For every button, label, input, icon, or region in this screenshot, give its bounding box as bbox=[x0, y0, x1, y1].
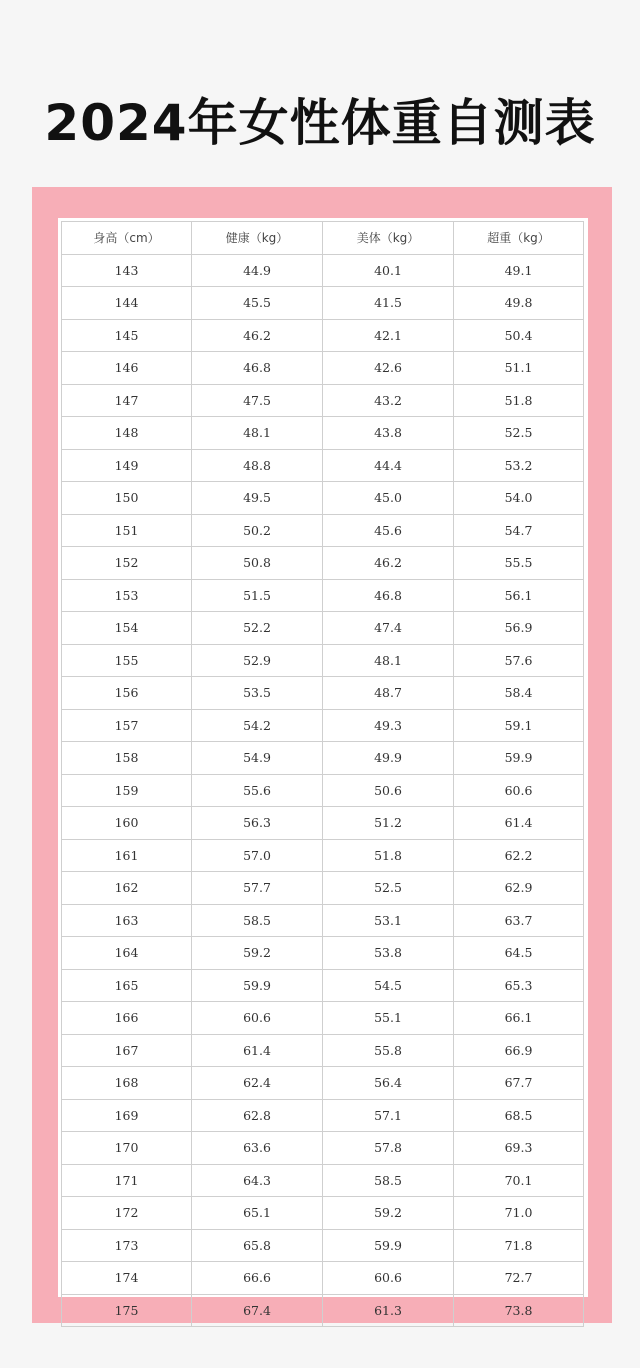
cell-overweight: 61.4 bbox=[454, 807, 584, 840]
cell-slim: 46.8 bbox=[323, 579, 454, 612]
cell-healthy: 55.6 bbox=[192, 774, 323, 807]
cell-healthy: 62.8 bbox=[192, 1099, 323, 1132]
table-row bbox=[62, 612, 584, 645]
cell-height: 175 bbox=[62, 1294, 192, 1327]
cell-slim: 42.6 bbox=[323, 352, 454, 385]
cell-overweight: 58.4 bbox=[454, 677, 584, 710]
cell-slim: 54.5 bbox=[323, 969, 454, 1002]
cell-overweight: 68.5 bbox=[454, 1099, 584, 1132]
cell-height: 150 bbox=[62, 482, 192, 515]
table-row bbox=[62, 254, 584, 287]
cell-slim: 53.1 bbox=[323, 904, 454, 937]
cell-height: 160 bbox=[62, 807, 192, 840]
cell-height: 148 bbox=[62, 417, 192, 450]
cell-healthy: 56.3 bbox=[192, 807, 323, 840]
cell-height: 143 bbox=[62, 254, 192, 287]
cell-overweight: 71.0 bbox=[454, 1197, 584, 1230]
cell-height: 172 bbox=[62, 1197, 192, 1230]
cell-slim: 55.1 bbox=[323, 1002, 454, 1035]
table-row bbox=[62, 1099, 584, 1132]
cell-height: 165 bbox=[62, 969, 192, 1002]
cell-height: 170 bbox=[62, 1132, 192, 1165]
table-sheet bbox=[58, 218, 588, 1318]
cell-overweight: 56.9 bbox=[454, 612, 584, 645]
cell-overweight: 67.7 bbox=[454, 1067, 584, 1100]
cell-height: 156 bbox=[62, 677, 192, 710]
cell-slim: 49.3 bbox=[323, 709, 454, 742]
cell-healthy: 54.2 bbox=[192, 709, 323, 742]
cell-slim: 45.6 bbox=[323, 514, 454, 547]
cell-healthy: 60.6 bbox=[192, 1002, 323, 1035]
header-overweight: 超重（kg） bbox=[454, 222, 584, 255]
cell-healthy: 67.4 bbox=[192, 1294, 323, 1327]
cell-healthy: 47.5 bbox=[192, 384, 323, 417]
table-row bbox=[62, 1002, 584, 1035]
cell-height: 152 bbox=[62, 547, 192, 580]
cell-overweight: 56.1 bbox=[454, 579, 584, 612]
header-slim: 美体（kg） bbox=[323, 222, 454, 255]
cell-overweight: 60.6 bbox=[454, 774, 584, 807]
cell-healthy: 50.8 bbox=[192, 547, 323, 580]
cell-height: 145 bbox=[62, 319, 192, 352]
table-row bbox=[62, 547, 584, 580]
weight-table bbox=[61, 221, 584, 1327]
table-row bbox=[62, 1229, 584, 1262]
cell-overweight: 51.8 bbox=[454, 384, 584, 417]
header-height: 身高（cm） bbox=[62, 222, 192, 255]
cell-slim: 41.5 bbox=[323, 287, 454, 320]
cell-overweight: 50.4 bbox=[454, 319, 584, 352]
cell-height: 163 bbox=[62, 904, 192, 937]
table-row bbox=[62, 774, 584, 807]
cell-healthy: 54.9 bbox=[192, 742, 323, 775]
cell-healthy: 59.2 bbox=[192, 937, 323, 970]
table-body bbox=[62, 254, 584, 1327]
table-row bbox=[62, 1262, 584, 1295]
cell-slim: 49.9 bbox=[323, 742, 454, 775]
cell-overweight: 62.9 bbox=[454, 872, 584, 905]
cell-slim: 48.7 bbox=[323, 677, 454, 710]
cell-overweight: 69.3 bbox=[454, 1132, 584, 1165]
cell-overweight: 59.9 bbox=[454, 742, 584, 775]
table-row bbox=[62, 449, 584, 482]
cell-slim: 50.6 bbox=[323, 774, 454, 807]
cell-overweight: 53.2 bbox=[454, 449, 584, 482]
cell-healthy: 66.6 bbox=[192, 1262, 323, 1295]
cell-healthy: 57.7 bbox=[192, 872, 323, 905]
cell-slim: 51.8 bbox=[323, 839, 454, 872]
table-row bbox=[62, 807, 584, 840]
cell-overweight: 55.5 bbox=[454, 547, 584, 580]
cell-overweight: 66.9 bbox=[454, 1034, 584, 1067]
cell-height: 149 bbox=[62, 449, 192, 482]
cell-slim: 57.1 bbox=[323, 1099, 454, 1132]
cell-healthy: 46.2 bbox=[192, 319, 323, 352]
cell-healthy: 48.1 bbox=[192, 417, 323, 450]
cell-healthy: 52.2 bbox=[192, 612, 323, 645]
table-row bbox=[62, 904, 584, 937]
cell-healthy: 63.6 bbox=[192, 1132, 323, 1165]
cell-height: 153 bbox=[62, 579, 192, 612]
cell-slim: 61.3 bbox=[323, 1294, 454, 1327]
cell-height: 162 bbox=[62, 872, 192, 905]
cell-healthy: 50.2 bbox=[192, 514, 323, 547]
cell-healthy: 45.5 bbox=[192, 287, 323, 320]
cell-height: 151 bbox=[62, 514, 192, 547]
cell-healthy: 44.9 bbox=[192, 254, 323, 287]
cell-height: 147 bbox=[62, 384, 192, 417]
cell-overweight: 52.5 bbox=[454, 417, 584, 450]
cell-slim: 40.1 bbox=[323, 254, 454, 287]
table-row bbox=[62, 417, 584, 450]
pink-frame bbox=[32, 187, 612, 1323]
cell-healthy: 51.5 bbox=[192, 579, 323, 612]
cell-overweight: 73.8 bbox=[454, 1294, 584, 1327]
table-row bbox=[62, 1132, 584, 1165]
cell-healthy: 48.8 bbox=[192, 449, 323, 482]
cell-healthy: 49.5 bbox=[192, 482, 323, 515]
cell-height: 168 bbox=[62, 1067, 192, 1100]
cell-healthy: 65.1 bbox=[192, 1197, 323, 1230]
table-row bbox=[62, 1197, 584, 1230]
cell-slim: 47.4 bbox=[323, 612, 454, 645]
cell-slim: 60.6 bbox=[323, 1262, 454, 1295]
cell-slim: 45.0 bbox=[323, 482, 454, 515]
table-row bbox=[62, 1164, 584, 1197]
cell-healthy: 58.5 bbox=[192, 904, 323, 937]
table-row bbox=[62, 1034, 584, 1067]
table-row bbox=[62, 969, 584, 1002]
cell-slim: 42.1 bbox=[323, 319, 454, 352]
cell-height: 166 bbox=[62, 1002, 192, 1035]
cell-healthy: 64.3 bbox=[192, 1164, 323, 1197]
cell-overweight: 72.7 bbox=[454, 1262, 584, 1295]
table-row bbox=[62, 482, 584, 515]
cell-overweight: 62.2 bbox=[454, 839, 584, 872]
cell-slim: 59.2 bbox=[323, 1197, 454, 1230]
table-row bbox=[62, 352, 584, 385]
cell-healthy: 59.9 bbox=[192, 969, 323, 1002]
cell-overweight: 70.1 bbox=[454, 1164, 584, 1197]
cell-height: 159 bbox=[62, 774, 192, 807]
cell-height: 164 bbox=[62, 937, 192, 970]
cell-slim: 56.4 bbox=[323, 1067, 454, 1100]
cell-height: 161 bbox=[62, 839, 192, 872]
cell-height: 146 bbox=[62, 352, 192, 385]
table-row bbox=[62, 514, 584, 547]
cell-height: 157 bbox=[62, 709, 192, 742]
table-row bbox=[62, 579, 584, 612]
cell-slim: 43.8 bbox=[323, 417, 454, 450]
cell-height: 169 bbox=[62, 1099, 192, 1132]
cell-height: 173 bbox=[62, 1229, 192, 1262]
cell-height: 155 bbox=[62, 644, 192, 677]
table-row bbox=[62, 319, 584, 352]
table-row bbox=[62, 287, 584, 320]
cell-healthy: 61.4 bbox=[192, 1034, 323, 1067]
cell-overweight: 49.8 bbox=[454, 287, 584, 320]
cell-overweight: 57.6 bbox=[454, 644, 584, 677]
table-row bbox=[62, 644, 584, 677]
cell-height: 171 bbox=[62, 1164, 192, 1197]
cell-healthy: 46.8 bbox=[192, 352, 323, 385]
cell-overweight: 51.1 bbox=[454, 352, 584, 385]
cell-healthy: 62.4 bbox=[192, 1067, 323, 1100]
cell-overweight: 65.3 bbox=[454, 969, 584, 1002]
table-row bbox=[62, 742, 584, 775]
cell-slim: 46.2 bbox=[323, 547, 454, 580]
table-row bbox=[62, 872, 584, 905]
cell-slim: 53.8 bbox=[323, 937, 454, 970]
cell-overweight: 64.5 bbox=[454, 937, 584, 970]
cell-slim: 44.4 bbox=[323, 449, 454, 482]
cell-overweight: 66.1 bbox=[454, 1002, 584, 1035]
cell-healthy: 65.8 bbox=[192, 1229, 323, 1262]
table-header-row bbox=[62, 222, 584, 255]
cell-overweight: 54.0 bbox=[454, 482, 584, 515]
table-row bbox=[62, 384, 584, 417]
cell-slim: 57.8 bbox=[323, 1132, 454, 1165]
cell-healthy: 53.5 bbox=[192, 677, 323, 710]
cell-height: 144 bbox=[62, 287, 192, 320]
cell-healthy: 57.0 bbox=[192, 839, 323, 872]
cell-overweight: 54.7 bbox=[454, 514, 584, 547]
cell-slim: 48.1 bbox=[323, 644, 454, 677]
table-row bbox=[62, 1294, 584, 1327]
cell-slim: 52.5 bbox=[323, 872, 454, 905]
cell-height: 158 bbox=[62, 742, 192, 775]
cell-slim: 55.8 bbox=[323, 1034, 454, 1067]
cell-slim: 51.2 bbox=[323, 807, 454, 840]
cell-healthy: 52.9 bbox=[192, 644, 323, 677]
table-row bbox=[62, 1067, 584, 1100]
cell-slim: 59.9 bbox=[323, 1229, 454, 1262]
table-row bbox=[62, 839, 584, 872]
cell-overweight: 71.8 bbox=[454, 1229, 584, 1262]
cell-height: 174 bbox=[62, 1262, 192, 1295]
cell-overweight: 59.1 bbox=[454, 709, 584, 742]
cell-overweight: 63.7 bbox=[454, 904, 584, 937]
cell-overweight: 49.1 bbox=[454, 254, 584, 287]
cell-slim: 58.5 bbox=[323, 1164, 454, 1197]
table-row bbox=[62, 709, 584, 742]
header-healthy: 健康（kg） bbox=[192, 222, 323, 255]
table-row bbox=[62, 677, 584, 710]
cell-height: 154 bbox=[62, 612, 192, 645]
cell-height: 167 bbox=[62, 1034, 192, 1067]
cell-slim: 43.2 bbox=[323, 384, 454, 417]
page-title: 2024年女性体重自测表 bbox=[44, 94, 596, 152]
table-row bbox=[62, 937, 584, 970]
